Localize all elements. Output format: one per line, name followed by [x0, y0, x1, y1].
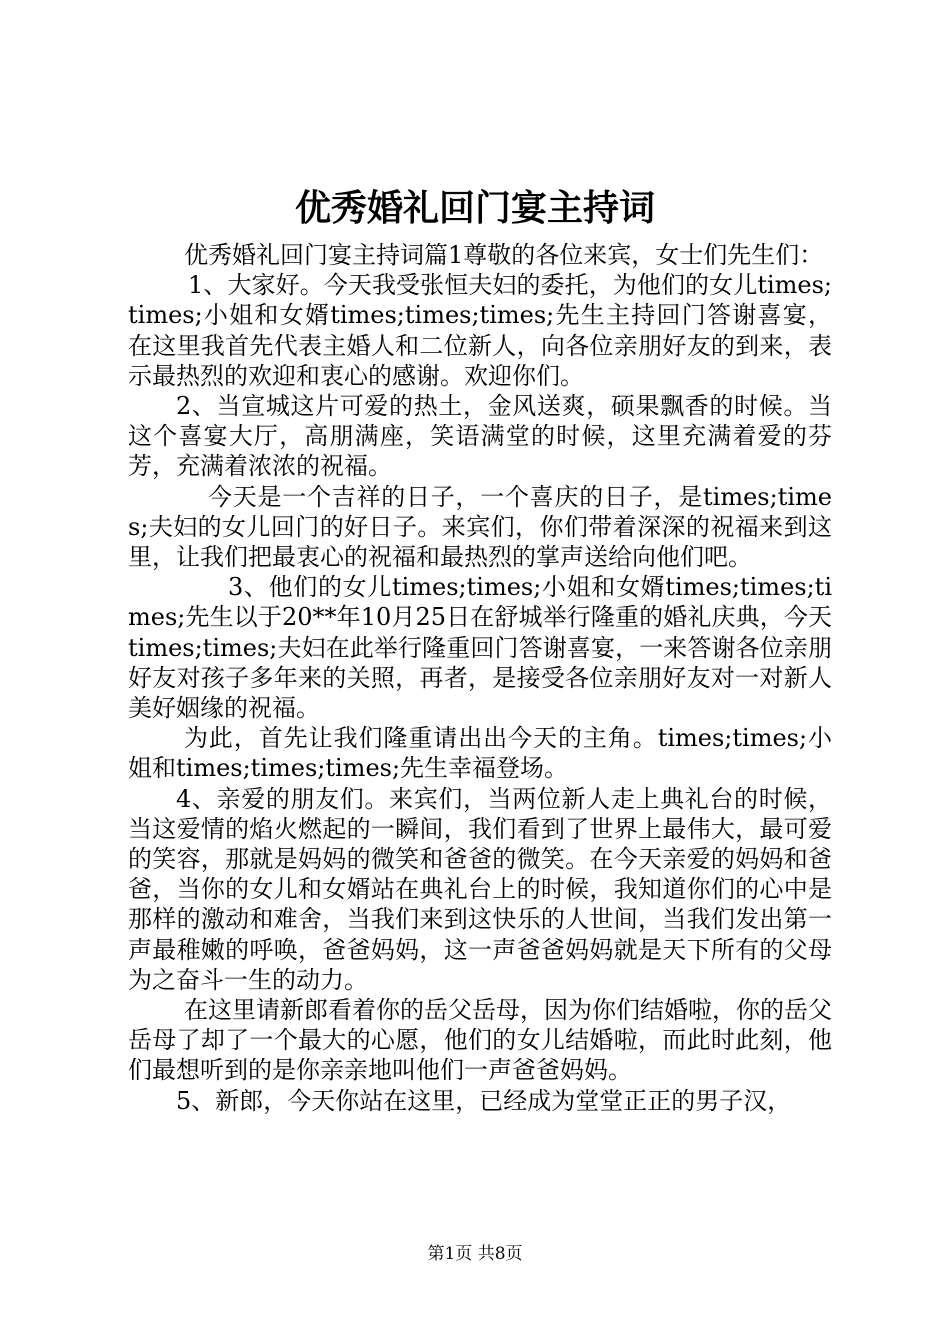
paragraph-groom-address: 在这里请新郎看着你的岳父岳母，因为你们结婚啦，你的岳父岳母了却了一个最大的心愿，他们的女儿结婚啦，而此时此刻，他们最想听到的是你亲亲地叫他们一声爸爸妈妈。	[128, 996, 832, 1085]
paragraph-4: 4、亲爱的朋友们。来宾们，当两位新人走上典礼台的时候，当这爱情的焰火燃起的一瞬间，我们看到了世界上最伟大，最可爱的笑容，那就是妈妈的微笑和爸爸的微笑。在今天亲爱的妈妈和爸爸，当你的女儿和女婿站在典礼台上的时候，我知道你们的心中是那样的激动和难舍，当我们来到这快乐的人世间，当我们发出第一声最稚嫩的呼唤，爸爸妈妈，这一声爸爸妈妈就是天下所有的父母为之奋斗一生的动力。	[128, 784, 832, 994]
paragraph-entrance: 为此，首先让我们隆重请出出今天的主角。times;times;小姐和times;times;times;先生幸福登场。	[128, 724, 832, 783]
paragraph-intro: 优秀婚礼回门宴主持词篇1尊敬的各位来宾，女士们先生们：	[184, 241, 824, 269]
document-title: 优秀婚礼回门宴主持词	[294, 187, 655, 229]
document-body	[128, 240, 832, 1116]
paragraph-today: 今天是一个吉祥的日子，一个喜庆的日子，是times;times;夫妇的女儿回门的好日子。来宾们，你们带着深深的祝福来到这里，让我们把最衷心的祝福和最热烈的掌声送给向他们吧。	[128, 482, 832, 572]
page-footer: 第1页 共8页	[427, 1244, 523, 1264]
paragraph-2: 2、当宣城这片可爱的热土，金风送爽，硕果飘香的时候。当这个喜宴大厅，高朋满座，笑语满堂的时候，这里充满着爱的芬芳，充满着浓浓的祝福。	[128, 392, 832, 481]
paragraph-1: 1、大家好。今天我受张恒夫妇的委托，为他们的女儿times;times;小姐和女婿times;times;times;先生主持回门答谢喜宴，在这里我首先代表主婚人和二位新人，向各位亲朋好友的到来，表示最热烈的欢迎和衷心的感谢。欢迎你们。	[128, 271, 832, 390]
paragraph-5: 5、新郎，今天你站在这里，已经成为堂堂正正的男子汉，	[176, 1086, 792, 1115]
paragraph-3: 3、他们的女儿times;times;小姐和女婿times;times;times;先生以于20**年10月25日在舒城举行隆重的婚礼庆典，今天times;times;夫妇在此举行隆重回门答谢喜宴，一来答谢各位亲朋好友对孩子多年来的关照，再者，是接受各位亲朋好友对一对新人美好姻缘的祝福。	[128, 573, 832, 723]
